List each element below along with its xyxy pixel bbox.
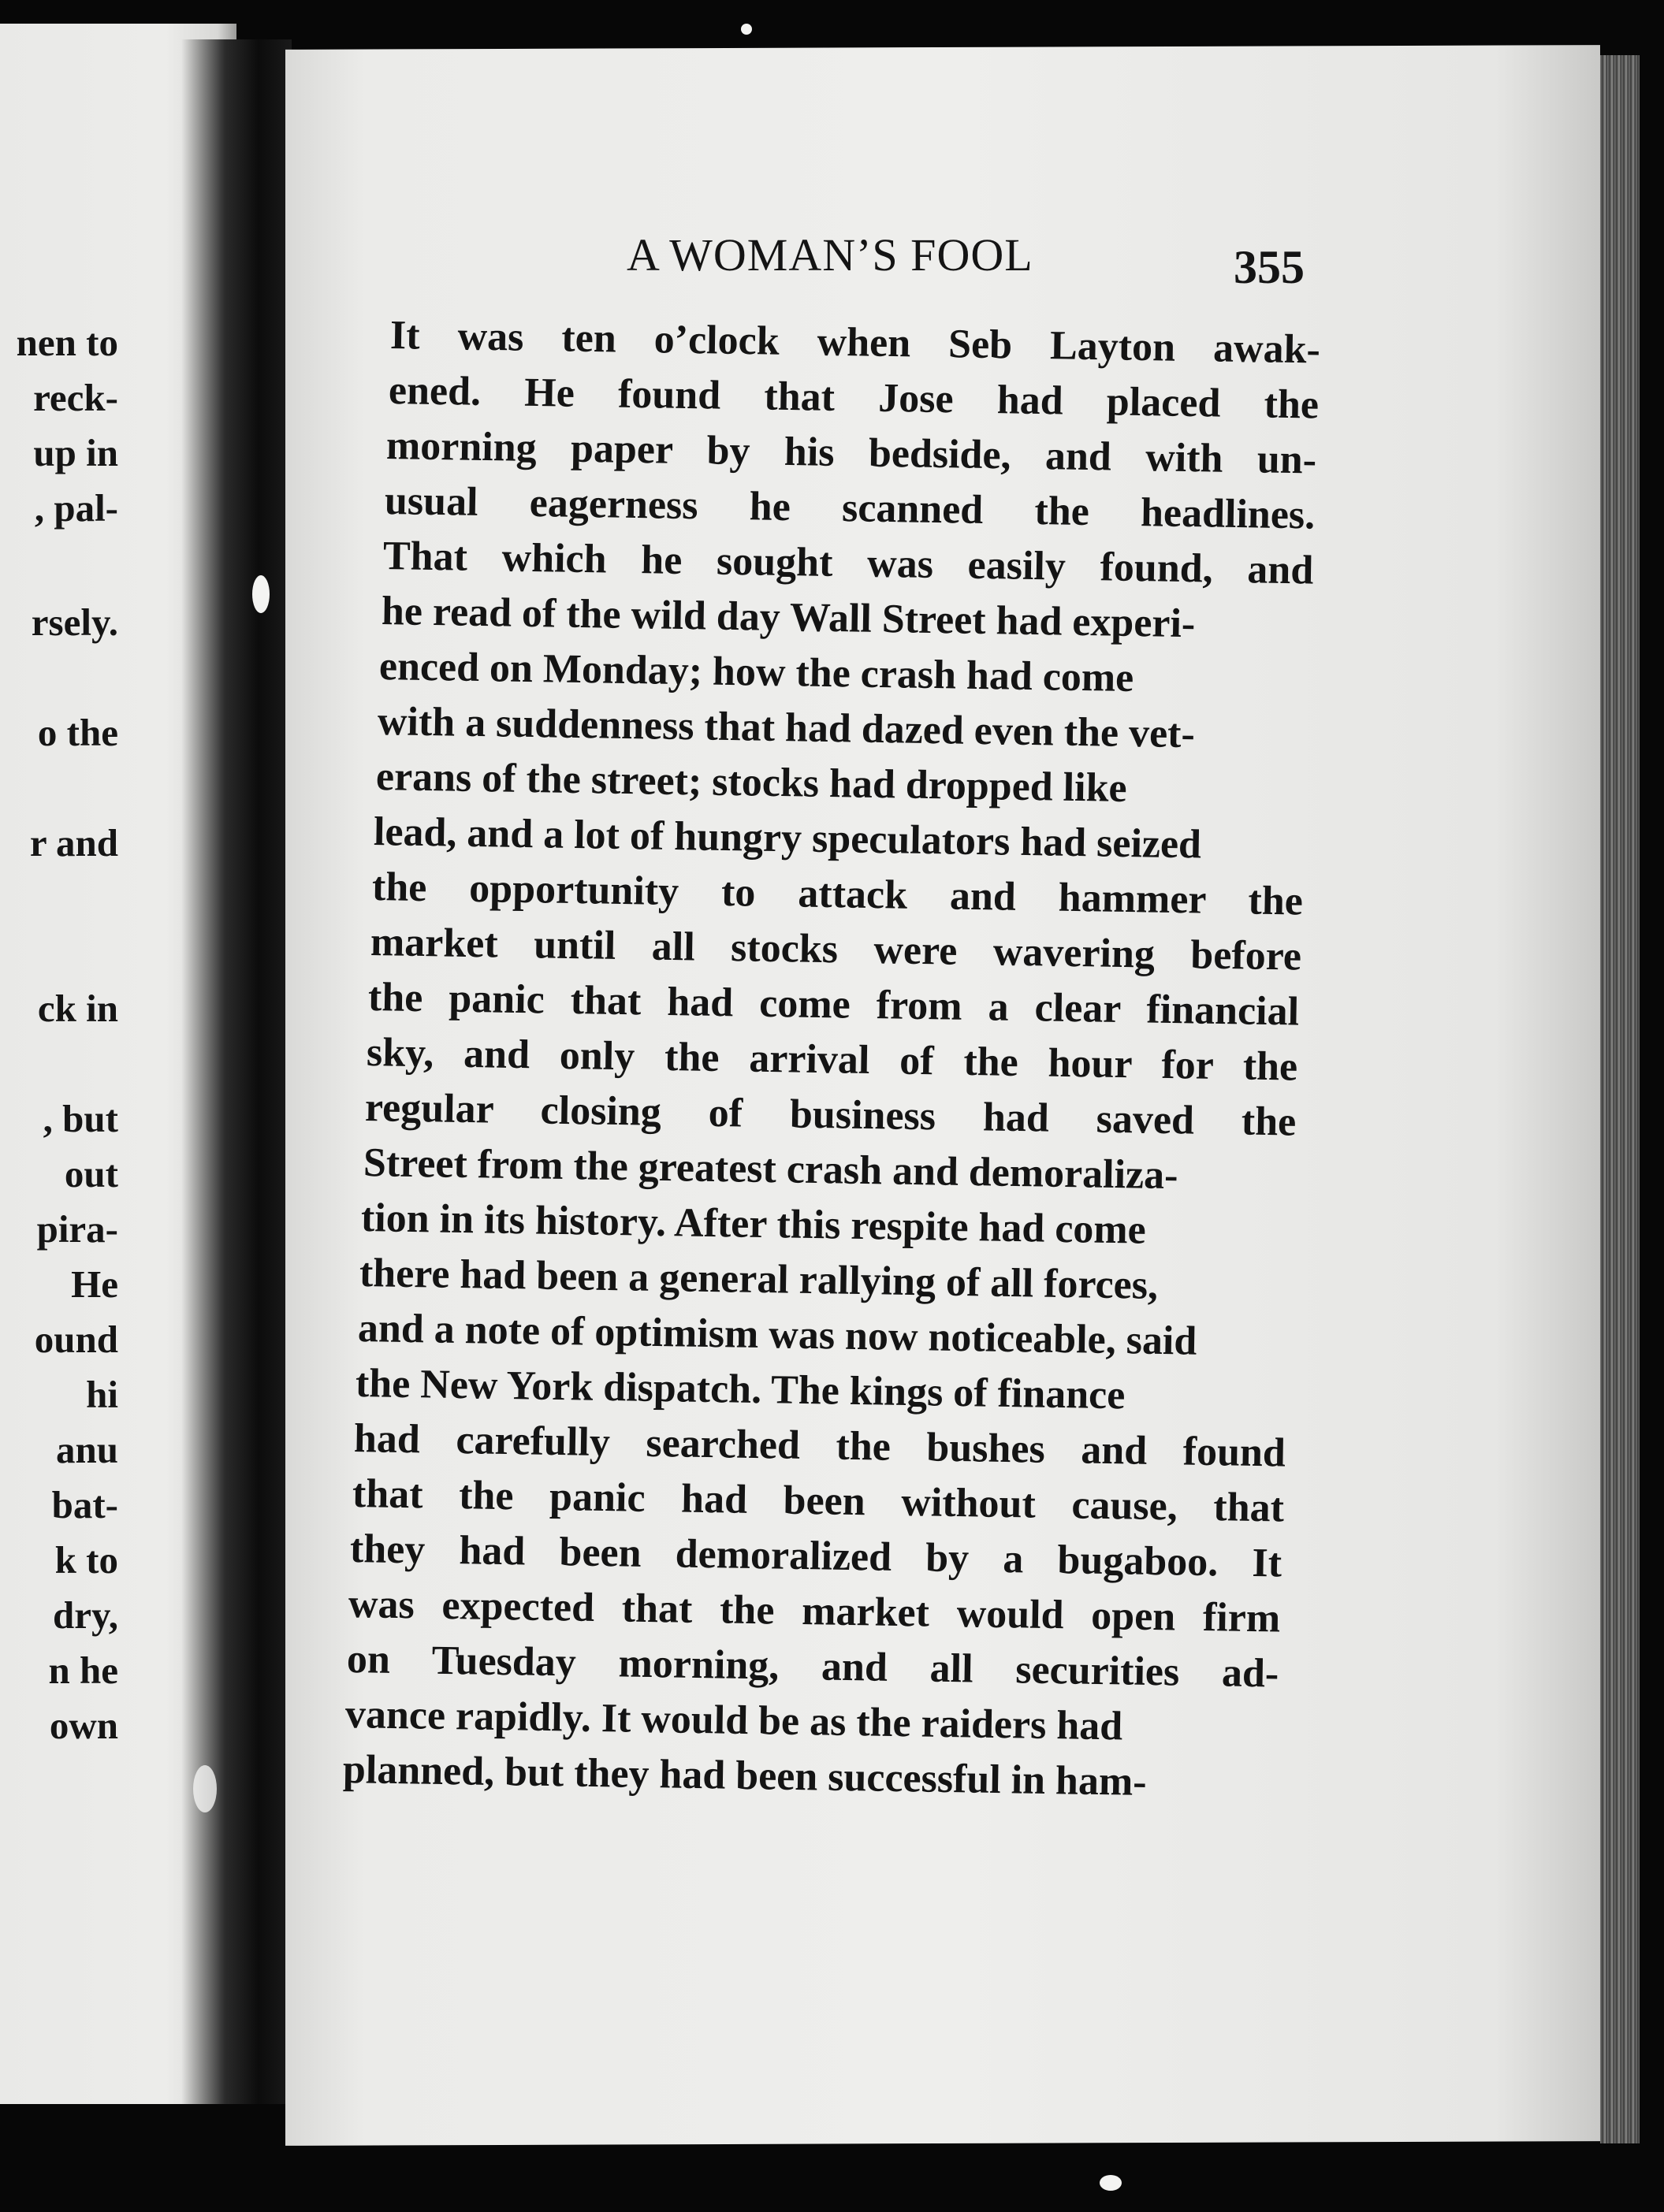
scan-speck (193, 1765, 217, 1812)
previous-page-line: nen to (16, 321, 118, 364)
scan-speck (741, 24, 752, 35)
body-line: the opportunity to attack and hammer the (371, 864, 1304, 924)
body-line: That which he sought was easily found, and (382, 533, 1314, 593)
body-line: that the panic had been without cause, that (352, 1471, 1285, 1531)
body-line: was expected that the market would open firm (348, 1582, 1281, 1641)
body-line: lead, and a lot of hungry speculators had seized (373, 809, 1202, 868)
body-line: enced on Monday; how the crash had come (378, 644, 1134, 701)
previous-page-line: He (71, 1262, 118, 1306)
body-line: planned, but they had been successful in ham- (342, 1747, 1148, 1805)
body-line: market until all stocks were wavering before (370, 920, 1302, 980)
previous-page-line: pira- (36, 1207, 118, 1251)
body-line: sky, and only the arrival of the hour for the (366, 1030, 1298, 1090)
previous-page-line: bat- (51, 1483, 118, 1526)
previous-page-line: anu (55, 1428, 118, 1471)
body-line: had carefully searched the bushes and found (353, 1416, 1286, 1476)
previous-page-line: reck- (33, 376, 118, 419)
body-line: usual eagerness he scanned the headlines. (384, 478, 1316, 538)
body-line: they had been demoralized by a bugaboo. It (349, 1526, 1282, 1586)
body-line: and a note of optimism was now noticeable, said (357, 1306, 1197, 1364)
body-line: the panic that had come from a clear financial (367, 975, 1300, 1035)
body-line: on Tuesday morning, and all securities ad- (346, 1637, 1279, 1697)
previous-page-line: , pal- (34, 486, 118, 530)
previous-page-line: own (49, 1704, 118, 1747)
previous-page-line: r and (29, 821, 118, 864)
previous-page-line: ound (34, 1318, 118, 1361)
body-line: ened. He found that Jose had placed the (388, 368, 1320, 428)
page-edges (1600, 55, 1640, 2143)
body-line: tion in its history. After this respite had come (360, 1195, 1147, 1253)
previous-page-line: rsely. (31, 600, 118, 644)
previous-page-line: o the (37, 711, 118, 754)
previous-page-line: up in (33, 431, 118, 474)
previous-page-line: , but (43, 1097, 118, 1140)
previous-page-line: n he (48, 1649, 118, 1692)
scan-speck (1100, 2175, 1122, 2191)
previous-page-line: k to (54, 1538, 118, 1582)
body-line: vance rapidly. It would be as the raiders had (344, 1692, 1123, 1749)
previous-page-line: dry, (52, 1593, 118, 1637)
body-line: erans of the street; stocks had dropped like (375, 754, 1127, 811)
body-line: the New York dispatch. The kings of finance (355, 1361, 1126, 1418)
body-line: morning paper by his bedside, and with un- (385, 423, 1317, 483)
page-number: 355 (1234, 241, 1305, 293)
scan-speck (252, 575, 270, 613)
body-line: he read of the wild day Wall Street had experi- (381, 589, 1196, 647)
previous-page-line: hi (86, 1373, 118, 1416)
body-line: It was ten o’clock when Seb Layton awak- (389, 313, 1321, 373)
previous-page-line: out (64, 1152, 118, 1195)
body-line: there had been a general rallying of all forces, (359, 1251, 1159, 1308)
body-line: regular closing of business had saved the (364, 1085, 1297, 1145)
running-head: A WOMAN’S FOOL (627, 229, 1033, 281)
body-line: with a suddenness that had dazed even the vet- (377, 699, 1196, 757)
body-line: Street from the greatest crash and demoraliza- (363, 1140, 1178, 1199)
previous-page-line: ck in (37, 987, 118, 1030)
